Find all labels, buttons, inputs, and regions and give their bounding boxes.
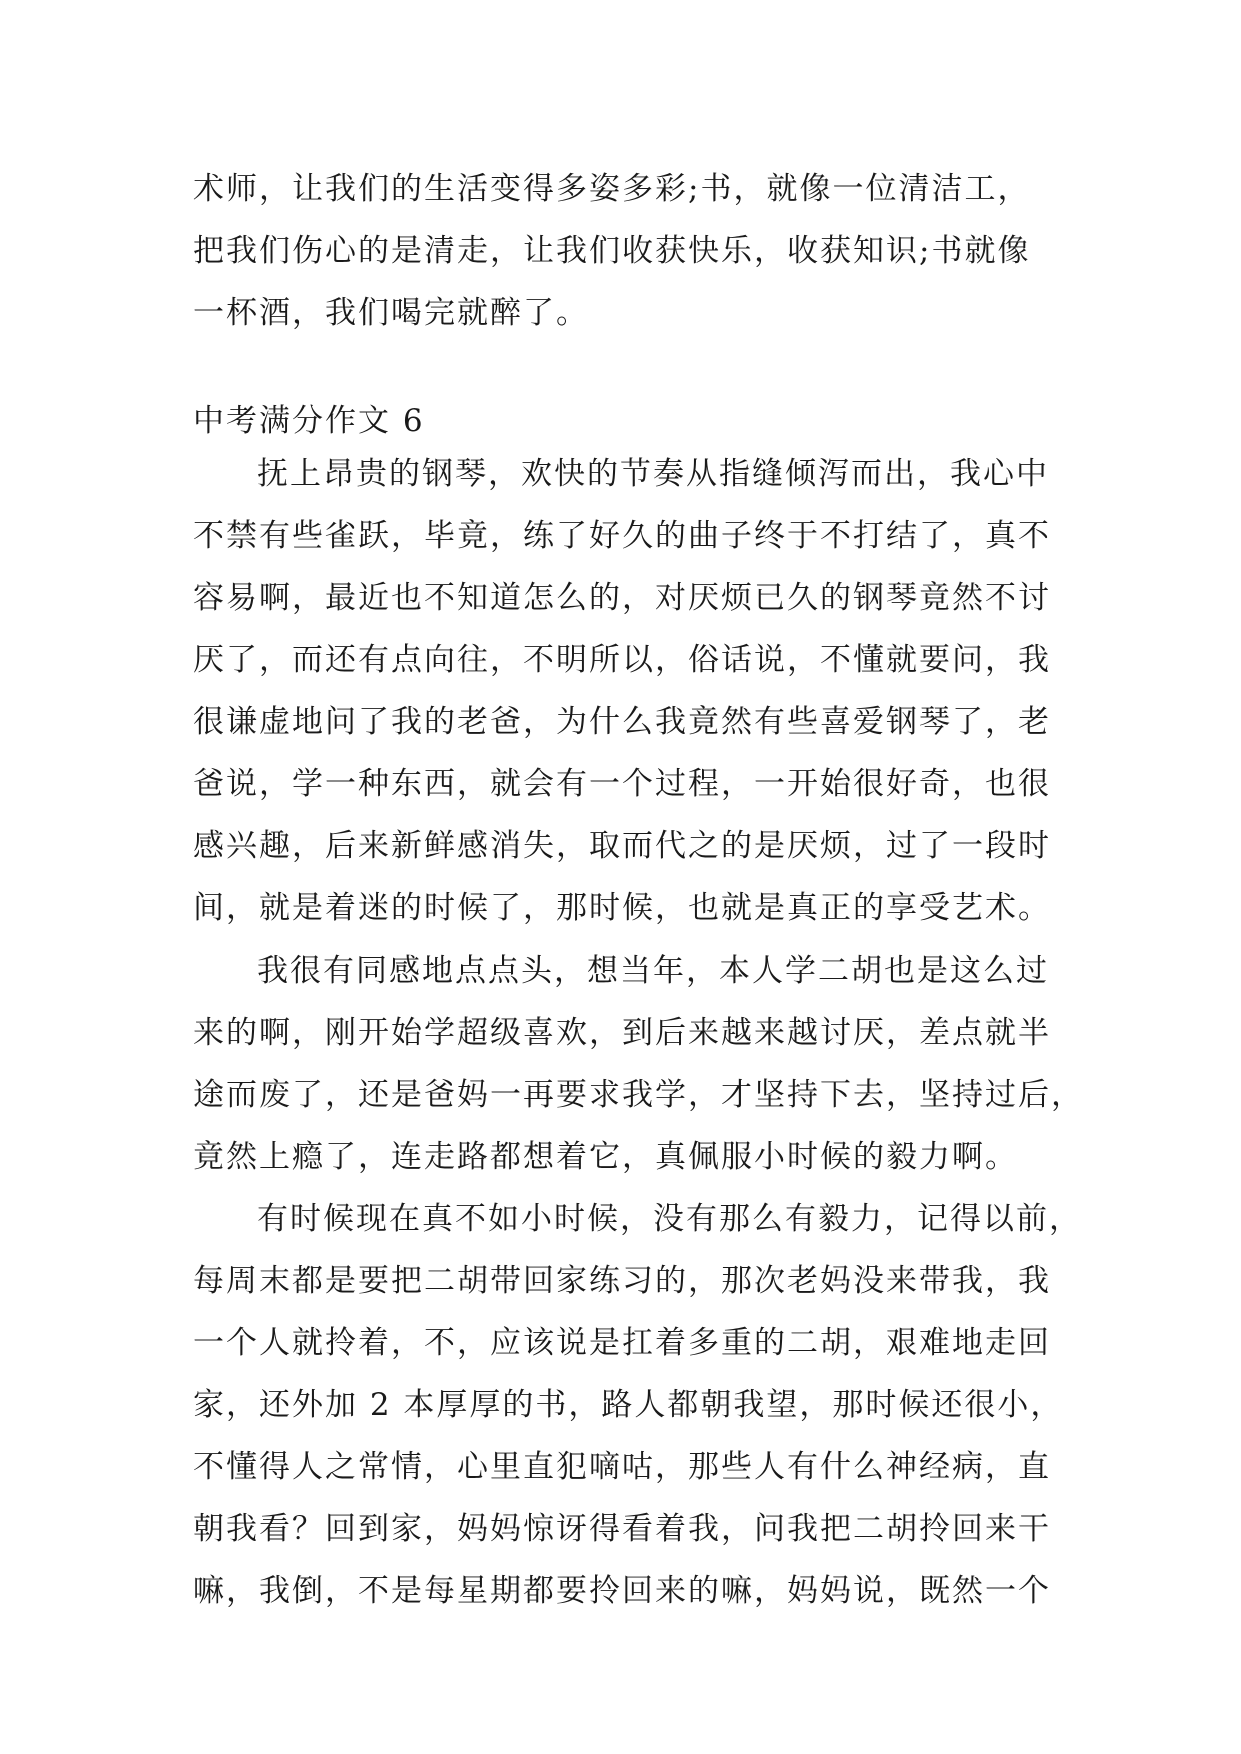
text-line: 爸说，学一种东西，就会有一个过程，一开始很好奇，也很 (193, 766, 1051, 802)
text-line: 把我们伤心的是清走，让我们收获快乐，收获知识;书就像 (193, 233, 1031, 269)
text-line: 不懂得人之常情，心里直犯嘀咕，那些人有什么神经病，直 (193, 1449, 1051, 1485)
paragraph-3 (193, 1188, 1082, 1622)
text-line: 术师，让我们的生活变得多姿多彩;书，就像一位清洁工， (193, 171, 1031, 207)
paragraph-1 (193, 443, 1063, 939)
section-title: 中考满分作文 6 (193, 403, 425, 439)
text-line: 我很有同感地点点头，想当年，本人学二胡也是这么过 (257, 953, 1049, 989)
paragraph-2 (193, 940, 1084, 1188)
text-line: 有时候现在真不如小时候，没有那么有毅力，记得以前， (257, 1201, 1082, 1237)
text-line: 来的啊，刚开始学超级喜欢，到后来越来越讨厌，差点就半 (193, 1015, 1051, 1051)
text-line: 不禁有些雀跃，毕竟，练了好久的曲子终于不打结了，真不 (193, 518, 1051, 554)
text-line: 一杯酒，我们喝完就醉了。 (193, 295, 589, 331)
text-line: 嘛，我倒，不是每星期都要拎回来的嘛，妈妈说，既然一个 (193, 1573, 1051, 1609)
text-line: 间，就是着迷的时候了，那时候，也就是真正的享受艺术。 (193, 890, 1051, 926)
text-line: 每周末都是要把二胡带回家练习的，那次老妈没来带我，我 (193, 1263, 1051, 1299)
text-line: 容易啊，最近也不知道怎么的，对厌烦已久的钢琴竟然不讨 (193, 580, 1051, 616)
text-line: 很谦虚地问了我的老爸，为什么我竟然有些喜爱钢琴了，老 (193, 704, 1051, 740)
text-line: 抚上昂贵的钢琴，欢快的节奏从指缝倾泻而出，我心中 (257, 456, 1049, 492)
continued-paragraph (193, 158, 1063, 344)
text-line: 一个人就拎着，不，应该说是扛着多重的二胡，艰难地走回 (193, 1325, 1051, 1361)
text-line: 竟然上瘾了，连走路都想着它，真佩服小时候的毅力啊。 (193, 1139, 1018, 1175)
text-line: 感兴趣，后来新鲜感消失，取而代之的是厌烦，过了一段时 (193, 828, 1051, 864)
text-line: 家，还外加 2 本厚厚的书，路人都朝我望，那时候还很小， (193, 1387, 1064, 1423)
text-line: 厌了，而还有点向往，不明所以，俗话说，不懂就要问，我 (193, 642, 1051, 678)
text-line: 朝我看？回到家，妈妈惊讶得看着我，问我把二胡拎回来干 (193, 1511, 1051, 1547)
text-line: 途而废了，还是爸妈一再要求我学，才坚持下去，坚持过后， (193, 1077, 1084, 1113)
